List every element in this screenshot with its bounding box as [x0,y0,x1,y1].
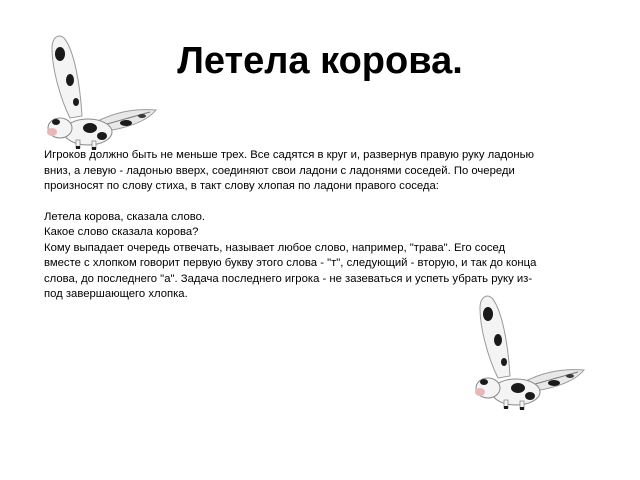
rules-paragraph: Игроков должно быть не меньше трех. Все садятся в круг и, развернув правую руку ладонью вниз, а левую - ладонью вверх, соединяют свои ладони с ладонями соседей. По очереди произносят по слову стиха, в такт слову хлопая по ладони правого соседа: [44,149,534,192]
page-title: Летела корова. [177,40,463,82]
rhyme-line-2: Какое слово сказала корова? [44,226,199,238]
flying-cow-icon [458,288,590,410]
game-paragraph: Кому выпадает очередь отвечать, называет любое слово, например, "трава". Его сосед вместе с хлопком говорит первую букву этого слова - "т", следующий - вторую, и так до конца слова, до последнего "а". Задача последнего игрока - не зазеваться и успеть убрать руку из-под завершающего хлопка. [44,241,537,300]
game-description [44,148,544,303]
rhyme-line-1: Летела корова, сказала слово. [44,210,206,223]
